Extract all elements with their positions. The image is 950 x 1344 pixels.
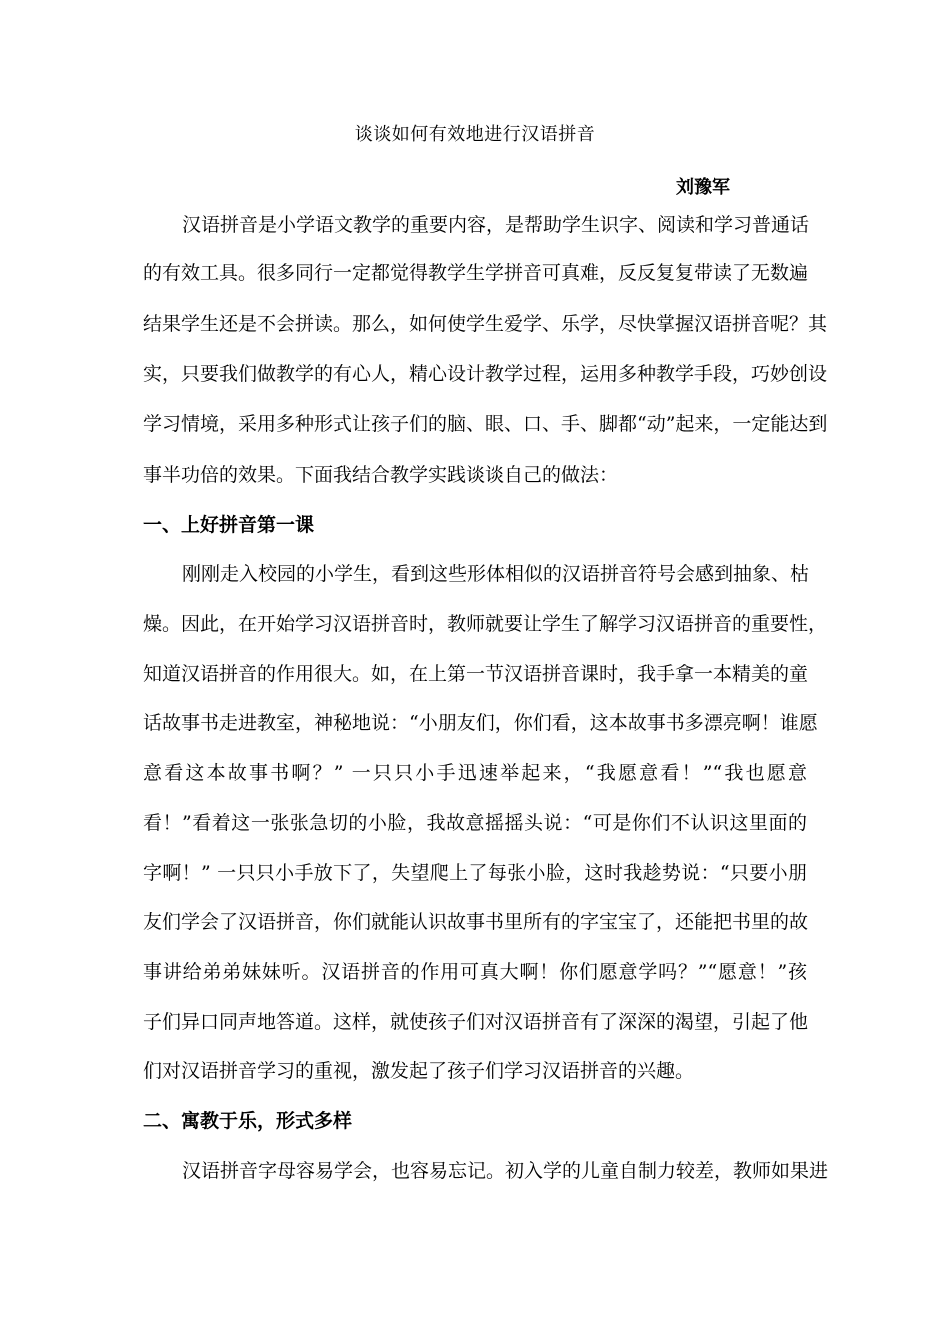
paragraph-line: 子们异口同声地答道。这样，就使孩子们对汉语拼音有了深深的渴望，引起了他: [143, 1011, 809, 1033]
paragraph-line: 话故事书走进教室，神秘地说：“小朋友们，你们看，这本故事书多漂亮啊！谁愿: [143, 712, 818, 734]
paragraph-line: 字啊！” 一只只小手放下了，失望爬上了每张小脸，这时我趁势说：“只要小朋: [143, 862, 807, 884]
paragraph-line: 们对汉语拼音学习的重视，激发起了孩子们学习汉语拼音的兴趣。: [143, 1060, 695, 1082]
paragraph-line: 燥。因此，在开始学习汉语拼音时，教师就要让学生了解学习汉语拼音的重要性，: [143, 613, 828, 635]
paragraph-line: 汉语拼音是小学语文教学的重要内容，是帮助学生识字、阅读和学习普通话: [182, 214, 810, 236]
paragraph-line: 刚刚走入校园的小学生，看到这些形体相似的汉语拼音符号会感到抽象、枯: [182, 563, 810, 585]
paragraph-line: 汉语拼音字母容易学会，也容易忘记。初入学的儿童自制力较差，教师如果进: [182, 1160, 829, 1182]
paragraph-line: 看！”看着这一张张急切的小脸，我故意摇摇头说：“可是你们不认识这里面的: [143, 812, 807, 834]
section-heading: 一、上好拼音第一课: [143, 514, 315, 536]
paragraph-line: 意看这本故事书啊？” 一只只小手迅速举起来，“我愿意看！”“我也愿意: [143, 762, 807, 784]
paragraph-line: 学习情境，采用多种形式让孩子们的脑、眼、口、手、脚都“动”起来，一定能达到: [143, 413, 828, 435]
paragraph-line: 实，只要我们做教学的有心人，精心设计教学过程，运用多种教学手段，巧妙创设: [143, 363, 828, 385]
section-heading: 二、寓教于乐，形式多样: [143, 1110, 353, 1132]
document-title: 谈谈如何有效地进行汉语拼音: [354, 124, 596, 145]
author-name: 刘豫军: [676, 177, 730, 198]
paragraph-line: 友们学会了汉语拼音，你们就能认识故事书里所有的字宝宝了，还能把书里的故: [143, 911, 809, 933]
paragraph-line: 事讲给弟弟妹妹听。汉语拼音的作用可真大啊！你们愿意学吗？”“愿意！”孩: [143, 961, 807, 983]
paragraph-line: 结果学生还是不会拼读。那么，如何使学生爱学、乐学，尽快掌握汉语拼音呢？其: [143, 313, 828, 335]
paragraph-line: 的有效工具。很多同行一定都觉得教学生学拼音可真难，反反复复带读了无数遍: [143, 262, 809, 284]
paragraph-line: 事半功倍的效果。下面我结合教学实践谈谈自己的做法：: [143, 464, 619, 486]
paragraph-line: 知道汉语拼音的作用很大。如，在上第一节汉语拼音课时，我手拿一本精美的童: [143, 663, 809, 685]
